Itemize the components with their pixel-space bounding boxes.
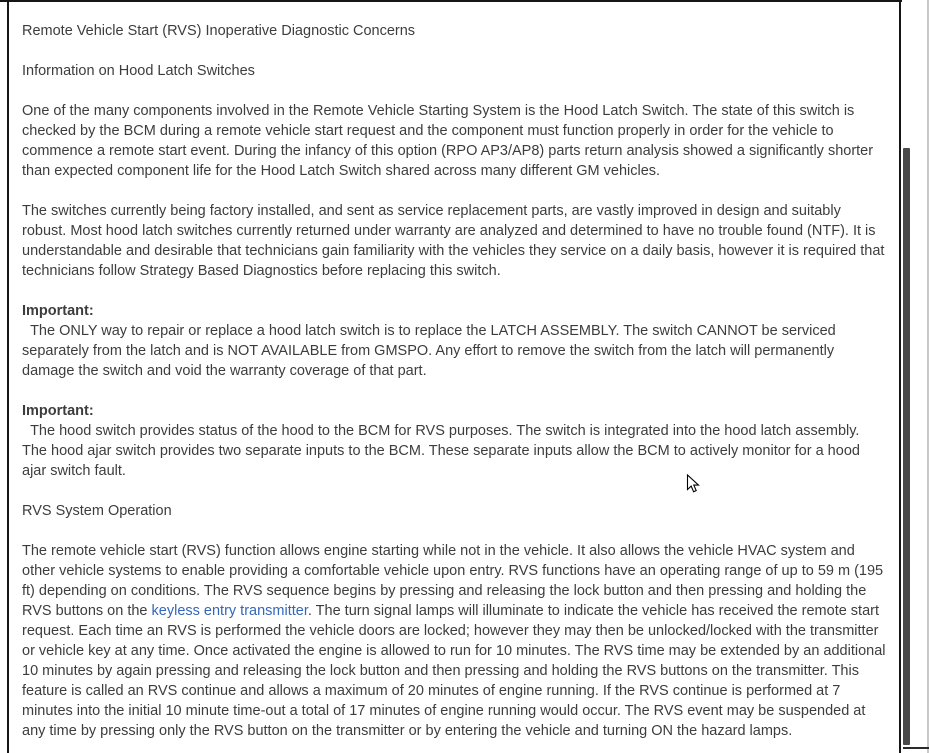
rvs-paragraph-text-before-link: The remote vehicle start (RVS) function allows engine starting while not in the vehicle. It also allows the vehicle HVAC system and other vehicle systems to enable providing a comfortable vehicle upon entry. RVS functions have an operating range of up to 59 m (195 ft) depending on conditions. The RVS sequence begins by pressing and releasing the lock button and then pressing and holding the RVS buttons on the	[22, 543, 884, 619]
vertical-scrollbar-track[interactable]	[902, 0, 912, 753]
switch-replacement-paragraph: The switches currently being factory installed, and sent as service replacement parts, are vastly improved in design and suitably robust. Most hood latch switches currently returned under warranty are analyzed and determined to have no trouble found (NTF). It is understandable and desirable that technicians gain familiarity with the vehicles they service on a daily basis, however it is required that technicians follow Strategy Based Diagnostics before replacing this switch.	[22, 203, 885, 279]
hood-latch-intro-paragraph: One of the many components involved in the Remote Vehicle Starting System is the Hood Latch Switch. The state of this switch is checked by the BCM during a remote vehicle start request and the component must function properly in order for the vehicle to commence a remote start event. During the infancy of this option (RPO AP3/AP8) parts return analysis showed a significantly shorter than expected component life for the Hood Latch Switch shared across many different GM vehicles.	[22, 103, 874, 179]
important-label-1: Important:	[22, 303, 94, 319]
important-label-2: Important:	[22, 403, 94, 419]
rvs-system-operation-heading: RVS System Operation	[22, 503, 172, 519]
rvs-paragraph-text-after-link: . The turn signal lamps will illuminate to indicate the vehicle has received the remote start request. Each time an RVS is performed the vehicle doors are locked; however they may then be unlocked/locked with the transmitter or vehicle key at any time. Once activated the engine is allowed to run for 10 minutes. The RVS time may be extended by an additional 10 minutes by again pressing and releasing the lock button and then pressing and holding the RVS buttons on the transmitter. This feature is called an RVS continue and allows a maximum of 20 minutes of engine running. If the RVS continue is performed at 7 minutes into the initial 10 minute time-out a total of 17 minutes of engine running would occur. The RVS event may be suspended at any time by pressing only the RVS button on the transmitter or by entering the vehicle and turning ON the hazard lamps.	[22, 603, 886, 739]
frame-top-border	[0, 0, 911, 2]
important-body-2: The hood switch provides status of the hood to the BCM for RVS purposes. The switch is integrated into the hood latch assembly. The hood ajar switch provides two separate inputs to the BCM. These separate inputs allow the BCM to actively monitor for a hood ajar switch fault.	[22, 423, 864, 479]
rvs-operation-paragraph	[22, 541, 888, 741]
keyless-entry-transmitter-link[interactable]: keyless entry transmitter	[151, 603, 308, 619]
document-subheading: Information on Hood Latch Switches	[22, 63, 255, 79]
frame-left-border	[7, 0, 9, 753]
important-body-1: The ONLY way to repair or replace a hood latch switch is to replace the LATCH ASSEMBLY. The switch CANNOT be serviced separately from the latch and is NOT AVAILABLE from GMSPO. Any effort to remove the switch from the latch will permanently damage the switch and void the warranty coverage of that part.	[22, 323, 840, 379]
document-content	[22, 21, 888, 753]
frame-right-border	[899, 0, 901, 753]
scrollbar-corner-line	[903, 747, 929, 749]
vertical-scrollbar-thumb[interactable]	[903, 148, 910, 745]
document-heading: Remote Vehicle Start (RVS) Inoperative Diagnostic Concerns	[22, 23, 416, 39]
